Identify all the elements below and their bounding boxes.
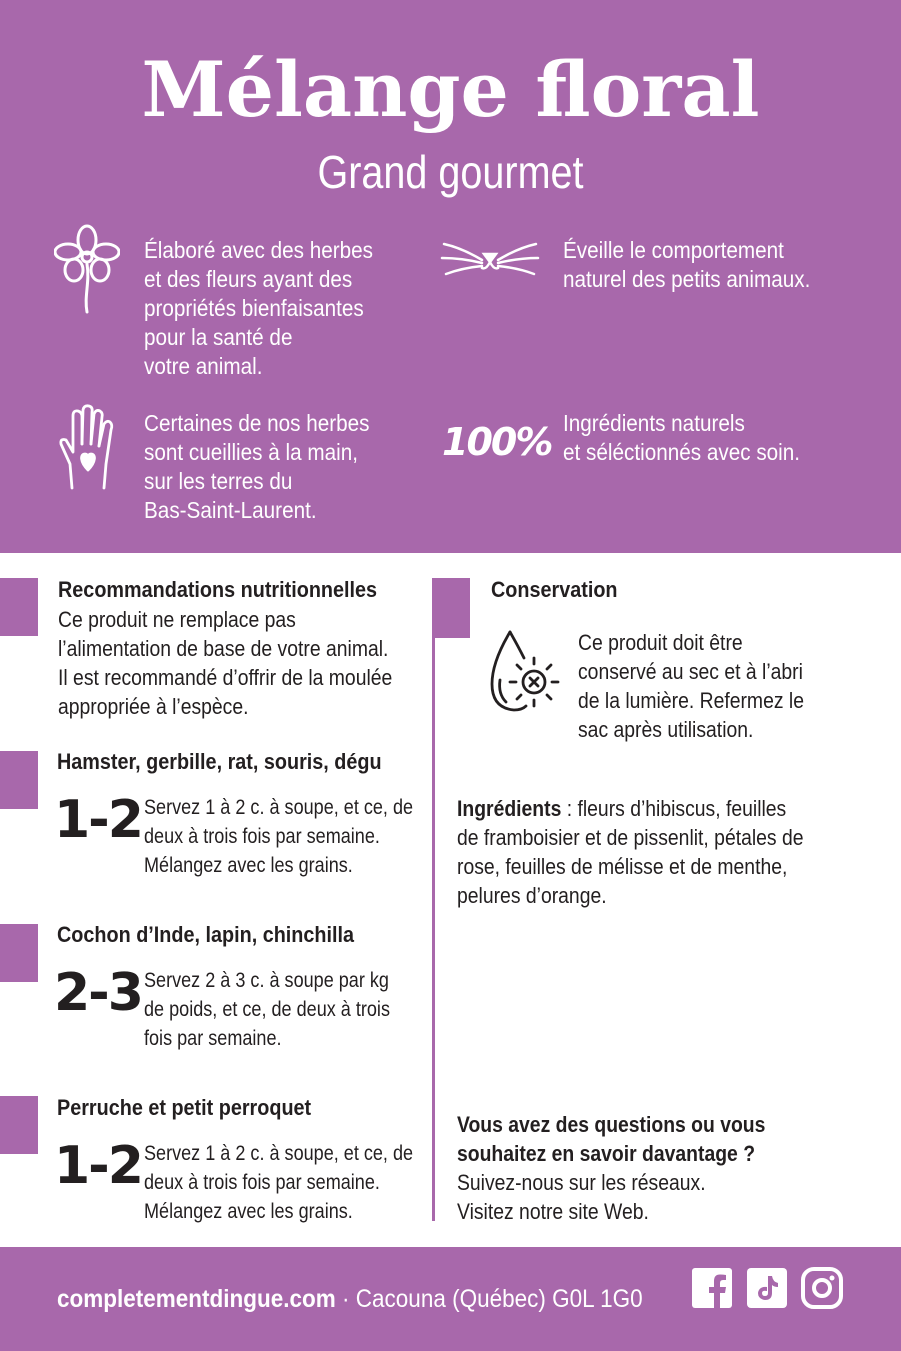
dose-text: Servez 1 à 2 c. à soupe, et ce, de deux à trois fois par semaine. Mélangez avec les grains.: [144, 1142, 414, 1223]
dose-text: Servez 1 à 2 c. à soupe, et ce, de deux à trois fois par semaine. Mélangez avec les grains.: [144, 796, 414, 877]
ingredients-label: Ingrédients: [457, 796, 562, 821]
section-marker: [0, 1096, 38, 1154]
section-marker: [432, 578, 470, 638]
dose-label: 2-3: [54, 963, 142, 1023]
feature-handpicked-text: Certaines de nos herbes sont cueillies à la main, sur les terres du Bas-Saint-Laurent.: [144, 410, 370, 523]
section-marker: [0, 751, 38, 809]
column-divider: [432, 578, 435, 1221]
website-link[interactable]: completementdingue.com · Cacouna (Québec) G0L 1G0: [57, 1285, 643, 1313]
whiskers-icon: [440, 238, 540, 282]
flower-icon: [54, 222, 120, 314]
dose-text: Servez 2 à 3 c. à soupe par kg de poids, et ce, de deux à trois fois par semaine.: [144, 969, 390, 1050]
dose-label: 1-2: [54, 790, 142, 850]
section-marker: [0, 924, 38, 982]
conservation-title: Conservation: [491, 577, 618, 602]
hand-heart-icon: [58, 404, 118, 492]
dose-label: 1-2: [54, 1136, 142, 1196]
header-banner: [0, 0, 901, 553]
group-title: Perruche et petit perroquet: [57, 1095, 312, 1120]
group-title: Cochon d’Inde, lapin, chinchilla: [57, 922, 355, 947]
address-text: · Cacouna (Québec) G0L 1G0: [335, 1285, 643, 1313]
ingredients-text: Ingrédients : fleurs d’hibiscus, feuilles de framboisier et de pissenlit, pétales de rose, feuilles de mélisse et de menthe, pelures d’orange.: [457, 796, 804, 908]
feature-herbs-text: Élaboré avec des herbes et des fleurs ayant des propriétés bienfaisantes pour la santé de votre animal.: [144, 237, 373, 379]
footer-bar: [0, 1247, 901, 1351]
facebook-icon[interactable]: [691, 1267, 733, 1309]
feature-natural-text: Ingrédients naturels et séléctionnés avec soin.: [563, 410, 801, 465]
questions-text: Vous avez des questions ou vous souhaitez en savoir davantage ? Suivez-nous sur les réseaux. Visitez notre site Web.: [457, 1112, 766, 1224]
tiktok-icon[interactable]: [746, 1267, 788, 1309]
product-title: Mélange floral: [141, 45, 760, 134]
product-subtitle: Grand gourmet: [317, 146, 584, 198]
recommandations-title: Recommandations nutritionnelles: [58, 577, 378, 602]
group-title: Hamster, gerbille, rat, souris, dégu: [57, 749, 382, 774]
hundred-percent-icon: 100%: [442, 420, 552, 464]
feature-behaviour-text: Éveille le comportement naturel des petits animaux.: [563, 237, 811, 292]
section-marker: [0, 578, 38, 636]
conservation-text: Ce produit doit être conservé au sec et à l’abri de la lumière. Refermez le sac après utilisation.: [578, 630, 804, 742]
dry-no-sun-icon: [488, 628, 560, 714]
recommandations-text: Ce produit ne remplace pas l’alimentation de base de votre animal. Il est recommandé d’offrir de la moulée appropriée à l’espèce.: [58, 607, 393, 719]
instagram-icon[interactable]: [801, 1267, 843, 1309]
